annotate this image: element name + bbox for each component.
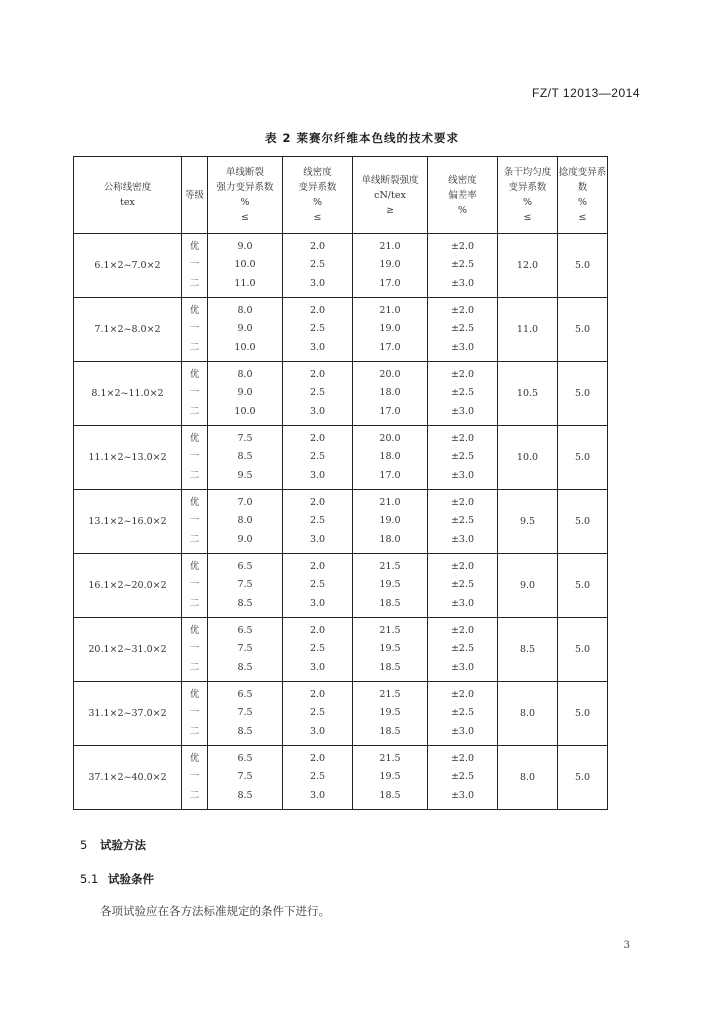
- breaking-strength-cell-value: 21.0: [379, 240, 401, 252]
- density-deviation-cell-value: ±2.0: [450, 624, 475, 636]
- header-cell: 等级: [182, 157, 208, 234]
- evenness-cv-cell: 8.0: [498, 682, 558, 746]
- strength-cv-cell-value: 8.0: [237, 304, 253, 316]
- grade-cell-value: 一: [189, 451, 200, 463]
- density-deviation-cell: [428, 490, 498, 554]
- document-code: FZ/T 12013—2014: [531, 86, 640, 100]
- breaking-strength-cell-value: 20.0: [379, 368, 401, 380]
- density-deviation-cell-value: ±2.5: [450, 259, 475, 271]
- strength-cv-cell: [208, 426, 283, 490]
- header-cell: 线密度 偏差率 %: [428, 157, 498, 234]
- strength-cv-cell-value: 8.5: [237, 790, 253, 802]
- subsection-number: 5.1: [80, 872, 99, 886]
- header-cell: 线密度 变异系数 % ≤: [283, 157, 353, 234]
- strength-cv-cell-value: 8.5: [237, 726, 253, 738]
- breaking-strength-cell: [353, 362, 428, 426]
- technical-requirements-table: [73, 156, 608, 810]
- density-deviation-cell: [428, 426, 498, 490]
- density-deviation-cell: [428, 234, 498, 298]
- density-deviation-cell-value: ±3.0: [450, 662, 475, 674]
- strength-cv-cell-value: 9.5: [237, 470, 253, 482]
- evenness-cv-cell: 8.5: [498, 618, 558, 682]
- header-cell: 单线断裂 强力变异系数 % ≤: [208, 157, 283, 234]
- breaking-strength-cell: [353, 490, 428, 554]
- grade-cell-value: 优: [189, 368, 200, 380]
- breaking-strength-cell-value: 21.5: [379, 624, 401, 636]
- density-cv-cell-value: 2.0: [309, 688, 326, 700]
- grade-cell-value: 一: [189, 515, 200, 527]
- density-cv-cell-value: 2.0: [309, 560, 326, 572]
- density-deviation-cell-value: ±2.5: [450, 707, 475, 719]
- grade-cell: [182, 746, 208, 810]
- density-cv-cell-value: 2.5: [309, 771, 326, 783]
- breaking-strength-cell-value: 19.0: [379, 515, 401, 527]
- density-cv-cell: [283, 554, 353, 618]
- header-cell: 公称线密度 tex: [74, 157, 182, 234]
- grade-cell: [182, 682, 208, 746]
- strength-cv-cell-value: 9.0: [237, 323, 253, 335]
- subsection-title: 试验条件: [108, 872, 154, 886]
- grade-cell-value: 一: [189, 259, 200, 271]
- nominal-density-cell: 7.1×2~8.0×2: [74, 298, 182, 362]
- density-deviation-cell-value: ±2.5: [450, 771, 475, 783]
- density-deviation-cell-value: ±2.0: [450, 752, 475, 764]
- evenness-cv-cell: 9.0: [498, 554, 558, 618]
- density-deviation-cell-value: ±2.5: [450, 323, 475, 335]
- density-deviation-cell-value: ±3.0: [450, 726, 475, 738]
- density-deviation-cell-value: ±2.0: [450, 240, 475, 252]
- twist-cv-cell: 5.0: [558, 682, 608, 746]
- grade-cell-value: 二: [189, 342, 200, 354]
- strength-cv-cell-value: 8.5: [237, 662, 253, 674]
- grade-cell: [182, 490, 208, 554]
- strength-cv-cell: [208, 554, 283, 618]
- breaking-strength-cell-value: 21.5: [379, 752, 401, 764]
- breaking-strength-cell-value: 19.0: [379, 323, 401, 335]
- breaking-strength-cell: [353, 298, 428, 362]
- grade-cell-value: 二: [189, 406, 200, 418]
- grade-cell: [182, 362, 208, 426]
- strength-cv-cell-value: 9.0: [237, 387, 253, 399]
- density-deviation-cell-value: ±2.0: [450, 496, 475, 508]
- density-cv-cell-value: 2.5: [309, 387, 326, 399]
- table-row: [74, 362, 608, 426]
- twist-cv-cell: 5.0: [558, 298, 608, 362]
- strength-cv-cell: [208, 298, 283, 362]
- header-cell: 捻度变异系数 % ≤: [558, 157, 608, 234]
- section-heading: [80, 837, 146, 853]
- strength-cv-cell-value: 8.5: [237, 451, 253, 463]
- strength-cv-cell-value: 6.5: [237, 688, 253, 700]
- section-number: 5: [80, 838, 88, 852]
- twist-cv-cell: 5.0: [558, 490, 608, 554]
- breaking-strength-cell-value: 21.5: [379, 560, 401, 572]
- strength-cv-cell-value: 6.5: [237, 624, 253, 636]
- strength-cv-cell-value: 6.5: [237, 560, 253, 572]
- nominal-density-cell: 31.1×2~37.0×2: [74, 682, 182, 746]
- nominal-density-cell: 37.1×2~40.0×2: [74, 746, 182, 810]
- density-deviation-cell-value: ±3.0: [450, 598, 475, 610]
- twist-cv-cell: 5.0: [558, 362, 608, 426]
- density-cv-cell-value: 2.0: [309, 432, 326, 444]
- breaking-strength-cell: [353, 746, 428, 810]
- breaking-strength-cell-value: 17.0: [379, 278, 401, 290]
- density-deviation-cell: [428, 682, 498, 746]
- strength-cv-cell-value: 7.5: [237, 579, 253, 591]
- density-cv-cell-value: 2.0: [309, 304, 326, 316]
- grade-cell-value: 优: [189, 560, 200, 572]
- density-cv-cell-value: 2.5: [309, 579, 326, 591]
- evenness-cv-cell: 10.5: [498, 362, 558, 426]
- density-cv-cell-value: 2.5: [309, 515, 326, 527]
- header-cell: 条干均匀度 变异系数 % ≤: [498, 157, 558, 234]
- table-row: [74, 618, 608, 682]
- grade-cell-value: 二: [189, 726, 200, 738]
- breaking-strength-cell-value: 19.5: [379, 771, 401, 783]
- density-deviation-cell-value: ±3.0: [450, 470, 475, 482]
- table-row: [74, 490, 608, 554]
- table-header-row: [74, 157, 608, 234]
- density-cv-cell-value: 2.5: [309, 643, 326, 655]
- grade-cell: [182, 426, 208, 490]
- density-cv-cell-value: 3.0: [309, 278, 326, 290]
- density-deviation-cell-value: ±2.0: [450, 368, 475, 380]
- grade-cell-value: 一: [189, 707, 200, 719]
- density-cv-cell-value: 2.0: [309, 752, 326, 764]
- density-cv-cell-value: 2.0: [309, 240, 326, 252]
- evenness-cv-cell: 10.0: [498, 426, 558, 490]
- density-cv-cell: [283, 234, 353, 298]
- density-cv-cell: [283, 426, 353, 490]
- density-cv-cell-value: 3.0: [309, 662, 326, 674]
- density-deviation-cell-value: ±2.5: [450, 643, 475, 655]
- breaking-strength-cell: [353, 618, 428, 682]
- table-row: [74, 554, 608, 618]
- grade-cell-value: 优: [189, 432, 200, 444]
- grade-cell-value: 优: [189, 624, 200, 636]
- nominal-density-cell: 13.1×2~16.0×2: [74, 490, 182, 554]
- nominal-density-cell: 6.1×2~7.0×2: [74, 234, 182, 298]
- table-row: [74, 746, 608, 810]
- grade-cell: [182, 554, 208, 618]
- strength-cv-cell-value: 8.0: [237, 515, 253, 527]
- breaking-strength-cell-value: 21.0: [379, 304, 401, 316]
- breaking-strength-cell-value: 18.5: [379, 790, 401, 802]
- density-deviation-cell: [428, 362, 498, 426]
- grade-cell-value: 优: [189, 688, 200, 700]
- density-cv-cell: [283, 490, 353, 554]
- strength-cv-cell: [208, 682, 283, 746]
- breaking-strength-cell-value: 21.0: [379, 496, 401, 508]
- breaking-strength-cell-value: 20.0: [379, 432, 401, 444]
- density-cv-cell-value: 3.0: [309, 790, 326, 802]
- density-deviation-cell-value: ±2.0: [450, 560, 475, 572]
- strength-cv-cell-value: 10.0: [234, 342, 256, 354]
- strength-cv-cell-value: 7.5: [237, 707, 253, 719]
- grade-cell-value: 二: [189, 598, 200, 610]
- density-deviation-cell-value: ±3.0: [450, 534, 475, 546]
- table-row: [74, 234, 608, 298]
- density-deviation-cell-value: ±3.0: [450, 342, 475, 354]
- breaking-strength-cell-value: 19.5: [379, 643, 401, 655]
- density-cv-cell-value: 2.5: [309, 259, 326, 271]
- grade-cell-value: 二: [189, 534, 200, 546]
- strength-cv-cell-value: 11.0: [234, 278, 256, 290]
- nominal-density-cell: 8.1×2~11.0×2: [74, 362, 182, 426]
- table-row: [74, 682, 608, 746]
- breaking-strength-cell-value: 19.5: [379, 707, 401, 719]
- density-deviation-cell-value: ±2.5: [450, 387, 475, 399]
- subsection-heading: [80, 871, 154, 887]
- breaking-strength-cell-value: 17.0: [379, 342, 401, 354]
- breaking-strength-cell-value: 17.0: [379, 470, 401, 482]
- evenness-cv-cell: 9.5: [498, 490, 558, 554]
- density-deviation-cell-value: ±3.0: [450, 278, 475, 290]
- breaking-strength-cell-value: 17.0: [379, 406, 401, 418]
- breaking-strength-cell: [353, 234, 428, 298]
- density-cv-cell-value: 3.0: [309, 534, 326, 546]
- grade-cell-value: 一: [189, 771, 200, 783]
- nominal-density-cell: 11.1×2~13.0×2: [74, 426, 182, 490]
- table-row: [74, 298, 608, 362]
- density-cv-cell-value: 2.5: [309, 451, 326, 463]
- strength-cv-cell-value: 9.0: [237, 534, 253, 546]
- density-cv-cell: [283, 618, 353, 682]
- strength-cv-cell-value: 7.5: [237, 771, 253, 783]
- density-deviation-cell-value: ±2.5: [450, 579, 475, 591]
- strength-cv-cell-value: 9.0: [237, 240, 253, 252]
- density-deviation-cell: [428, 298, 498, 362]
- strength-cv-cell: [208, 234, 283, 298]
- strength-cv-cell: [208, 618, 283, 682]
- strength-cv-cell-value: 7.0: [237, 496, 253, 508]
- grade-cell-value: 一: [189, 387, 200, 399]
- twist-cv-cell: 5.0: [558, 234, 608, 298]
- table-row: [74, 426, 608, 490]
- body-paragraph: 各项试验应在各方法标准规定的条件下进行。: [100, 904, 330, 918]
- twist-cv-cell: 5.0: [558, 618, 608, 682]
- strength-cv-cell: [208, 746, 283, 810]
- breaking-strength-cell-value: 18.0: [379, 534, 401, 546]
- breaking-strength-cell-value: 18.5: [379, 726, 401, 738]
- density-deviation-cell: [428, 618, 498, 682]
- density-cv-cell: [283, 362, 353, 426]
- strength-cv-cell-value: 10.0: [234, 259, 256, 271]
- grade-cell-value: 二: [189, 790, 200, 802]
- strength-cv-cell-value: 8.5: [237, 598, 253, 610]
- grade-cell-value: 一: [189, 579, 200, 591]
- section-title: 试验方法: [100, 838, 146, 852]
- grade-cell: [182, 298, 208, 362]
- strength-cv-cell-value: 10.0: [234, 406, 256, 418]
- grade-cell-value: 一: [189, 643, 200, 655]
- header-cell: 单线断裂强度 cN/tex ≥: [353, 157, 428, 234]
- breaking-strength-cell-value: 19.0: [379, 259, 401, 271]
- strength-cv-cell: [208, 490, 283, 554]
- density-deviation-cell: [428, 746, 498, 810]
- density-deviation-cell-value: ±2.0: [450, 304, 475, 316]
- grade-cell-value: 优: [189, 304, 200, 316]
- density-cv-cell: [283, 682, 353, 746]
- nominal-density-cell: 16.1×2~20.0×2: [74, 554, 182, 618]
- nominal-density-cell: 20.1×2~31.0×2: [74, 618, 182, 682]
- density-cv-cell-value: 2.5: [309, 323, 326, 335]
- strength-cv-cell-value: 8.0: [237, 368, 253, 380]
- twist-cv-cell: 5.0: [558, 426, 608, 490]
- density-deviation-cell-value: ±2.0: [450, 432, 475, 444]
- breaking-strength-cell-value: 18.0: [379, 387, 401, 399]
- breaking-strength-cell-value: 18.0: [379, 451, 401, 463]
- density-cv-cell: [283, 298, 353, 362]
- grade-cell: [182, 618, 208, 682]
- density-cv-cell-value: 2.0: [309, 368, 326, 380]
- evenness-cv-cell: 8.0: [498, 746, 558, 810]
- breaking-strength-cell-value: 18.5: [379, 662, 401, 674]
- density-deviation-cell-value: ±2.5: [450, 515, 475, 527]
- grade-cell: [182, 234, 208, 298]
- density-cv-cell-value: 3.0: [309, 406, 326, 418]
- density-deviation-cell: [428, 554, 498, 618]
- density-cv-cell-value: 2.0: [309, 624, 326, 636]
- breaking-strength-cell: [353, 426, 428, 490]
- breaking-strength-cell-value: 18.5: [379, 598, 401, 610]
- density-deviation-cell-value: ±3.0: [450, 406, 475, 418]
- grade-cell-value: 优: [189, 496, 200, 508]
- density-deviation-cell-value: ±3.0: [450, 790, 475, 802]
- grade-cell-value: 二: [189, 278, 200, 290]
- table-caption: 表 2 莱赛尔纤维本色线的技术要求: [264, 131, 459, 145]
- evenness-cv-cell: 11.0: [498, 298, 558, 362]
- page-number: 3: [623, 940, 630, 951]
- density-cv-cell-value: 3.0: [309, 726, 326, 738]
- density-cv-cell: [283, 746, 353, 810]
- breaking-strength-cell-value: 19.5: [379, 579, 401, 591]
- strength-cv-cell-value: 7.5: [237, 432, 253, 444]
- grade-cell-value: 优: [189, 752, 200, 764]
- strength-cv-cell-value: 7.5: [237, 643, 253, 655]
- density-cv-cell-value: 2.0: [309, 496, 326, 508]
- twist-cv-cell: 5.0: [558, 746, 608, 810]
- density-cv-cell-value: 3.0: [309, 342, 326, 354]
- density-deviation-cell-value: ±2.0: [450, 688, 475, 700]
- evenness-cv-cell: 12.0: [498, 234, 558, 298]
- strength-cv-cell-value: 6.5: [237, 752, 253, 764]
- breaking-strength-cell: [353, 682, 428, 746]
- breaking-strength-cell: [353, 554, 428, 618]
- grade-cell-value: 优: [189, 240, 200, 252]
- density-cv-cell-value: 3.0: [309, 598, 326, 610]
- density-cv-cell-value: 3.0: [309, 470, 326, 482]
- grade-cell-value: 二: [189, 470, 200, 482]
- grade-cell-value: 一: [189, 323, 200, 335]
- strength-cv-cell: [208, 362, 283, 426]
- twist-cv-cell: 5.0: [558, 554, 608, 618]
- grade-cell-value: 二: [189, 662, 200, 674]
- density-deviation-cell-value: ±2.5: [450, 451, 475, 463]
- density-cv-cell-value: 2.5: [309, 707, 326, 719]
- breaking-strength-cell-value: 21.5: [379, 688, 401, 700]
